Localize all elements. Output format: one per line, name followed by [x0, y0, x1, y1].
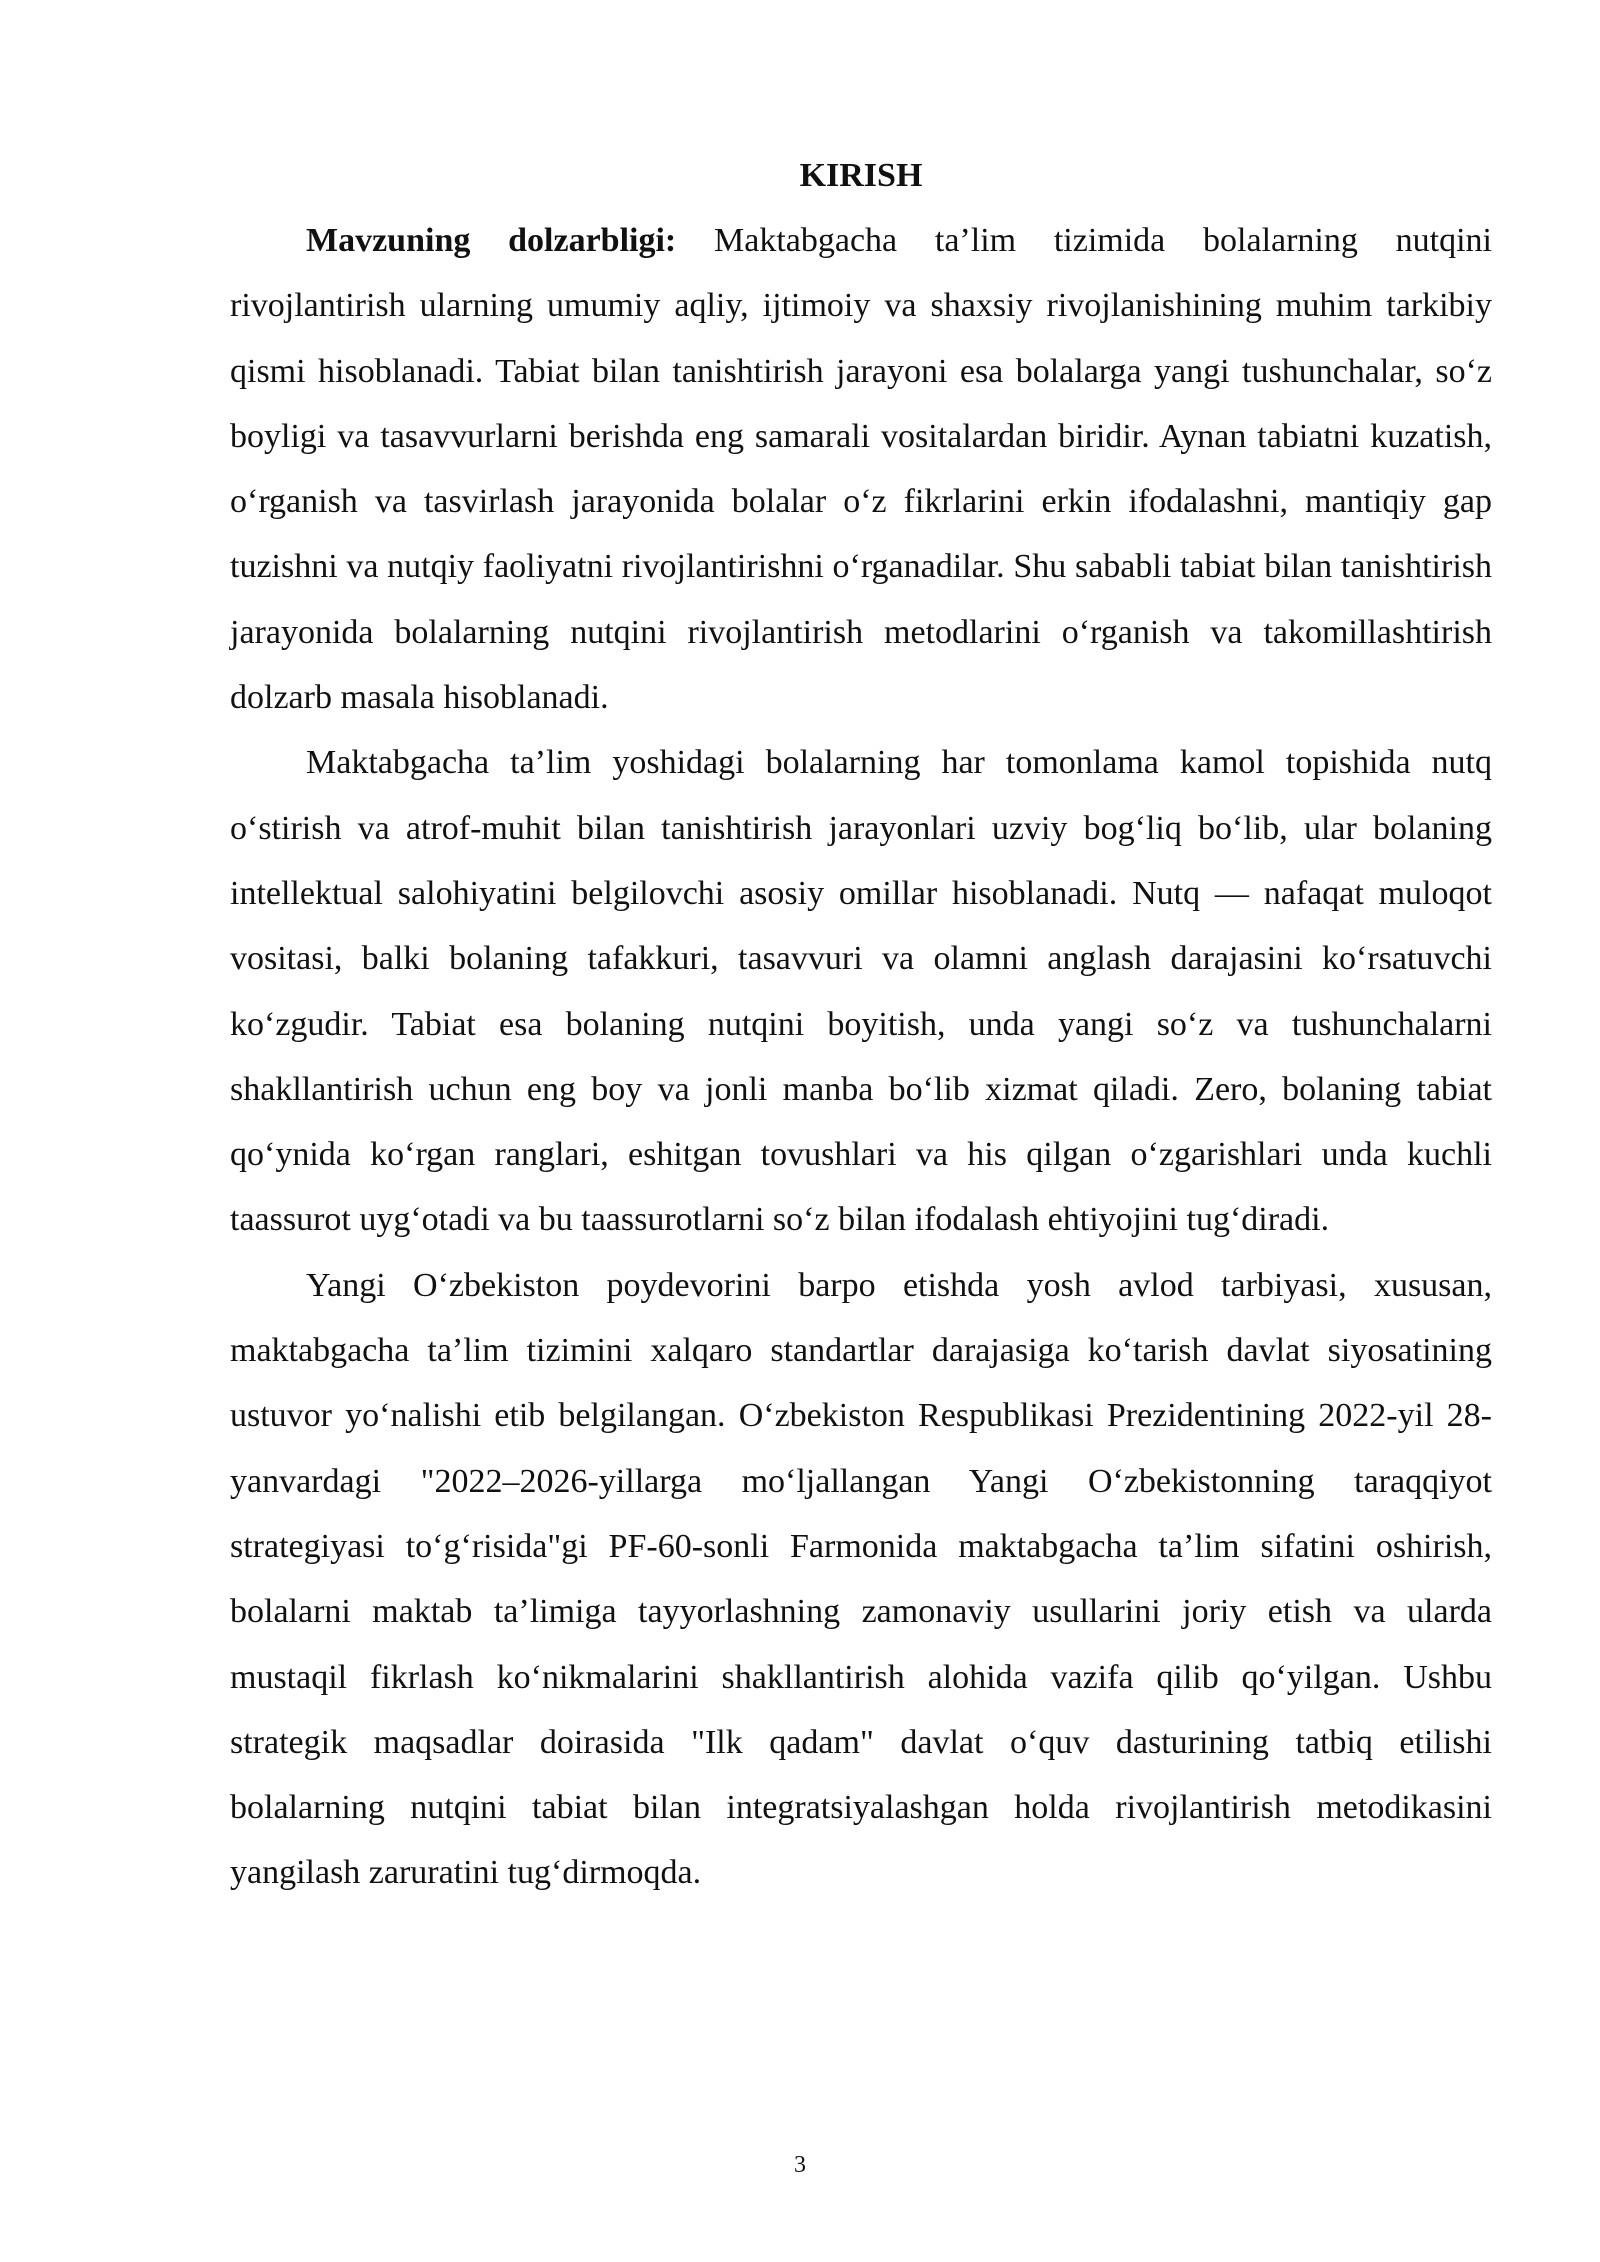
paragraph-lead: Mavzuning dolzarbligi:: [306, 222, 677, 259]
paragraph-text: Maktabgacha ta’lim tizimida bolalarning nutqini rivojlantirish ularning umumiy aqliy, ijtimoiy va shaxsiy rivojlanishining muhim tarkibiy qismi hisoblanadi. Tabiat bilan tanishtirish jarayoni esa bolalarga yangi tushunchalar, so‘z boyligi va tasavvurlarni berishda eng samarali vositalardan biridir. Aynan tabiatni kuzatish, o‘rganish va tasvirlash jarayonida bolalar o‘z fikrlarini erkin ifodalashni, mantiqiy gap tuzishni va nutqiy faoliyatni rivojlantirishni o‘rganadilar. Shu sababli tabiat bilan tanishtirish jarayonida bolalarning nutqini rivojlantirish metodlarini o‘rganish va takomillashtirish dolzarb masala hisoblanadi.: [230, 222, 1492, 717]
page-number: 3: [794, 2152, 806, 2178]
paragraph-state-policy: Yangi O‘zbekiston poydevorini barpo etishda yosh avlod tarbiyasi, xususan, maktabgacha ta’lim tizimini xalqaro standartlar darajasiga ko‘tarish davlat siyosatining ustuvor yo‘nalishi etib belgilangan. O‘zbekiston Respublikasi Prezidentining 2022-yil 28-yanvardagi "2022–2026-yillarga mo‘ljallangan Yangi O‘zbekistonning taraqqiyot strategiyasi to‘g‘risida"gi PF-60-sonli Farmonida maktabgacha ta’lim sifatini oshirish, bolalarni maktab ta’limiga tayyorlashning zamonaviy usullarini joriy etish va ularda mustaqil fikrlash ko‘nikmalarini shakllantirish alohida vazifa qilib qo‘yilgan. Ushbu strategik maqsadlar doirasida "Ilk qadam" davlat o‘quv dasturining tatbiq etilishi bolalarning nutqini tabiat bilan integratsiyalashgan holda rivojlantirish metodikasini yangilash zaruratini tug‘dirmoqda.: [230, 1266, 1492, 1892]
paragraph-relevance: [230, 208, 1492, 730]
paragraph-speech-development: Maktabgacha ta’lim yoshidagi bolalarning har tomonlama kamol topishida nutq o‘stirish va atrof-muhit bilan tanishtirish jarayonlari uzviy bog‘liq bo‘lib, ular bolaning intellektual salohiyatini belgilovchi asosiy omillar hisoblanadi. Nutq — nafaqat muloqot vositasi, balki bolaning tafakkuri, tasavvuri va olamni anglash darajasini ko‘rsatuvchi ko‘zgudir. Tabiat esa bolaning nutqini boyitish, unda yangi so‘z va tushunchalarni shakllantirish uchun eng boy va jonli manba bo‘lib xizmat qiladi. Zero, bolaning tabiat qo‘ynida ko‘rgan ranglari, eshitgan tovushlari va his qilgan o‘zgarishlari unda kuchli taassurot uyg‘otadi va bu taassurotlarni so‘z bilan ifodalash ehtiyojini tug‘diradi.: [230, 744, 1492, 1239]
document-page: [230, 150, 1492, 1906]
section-heading: KIRISH: [799, 157, 923, 194]
